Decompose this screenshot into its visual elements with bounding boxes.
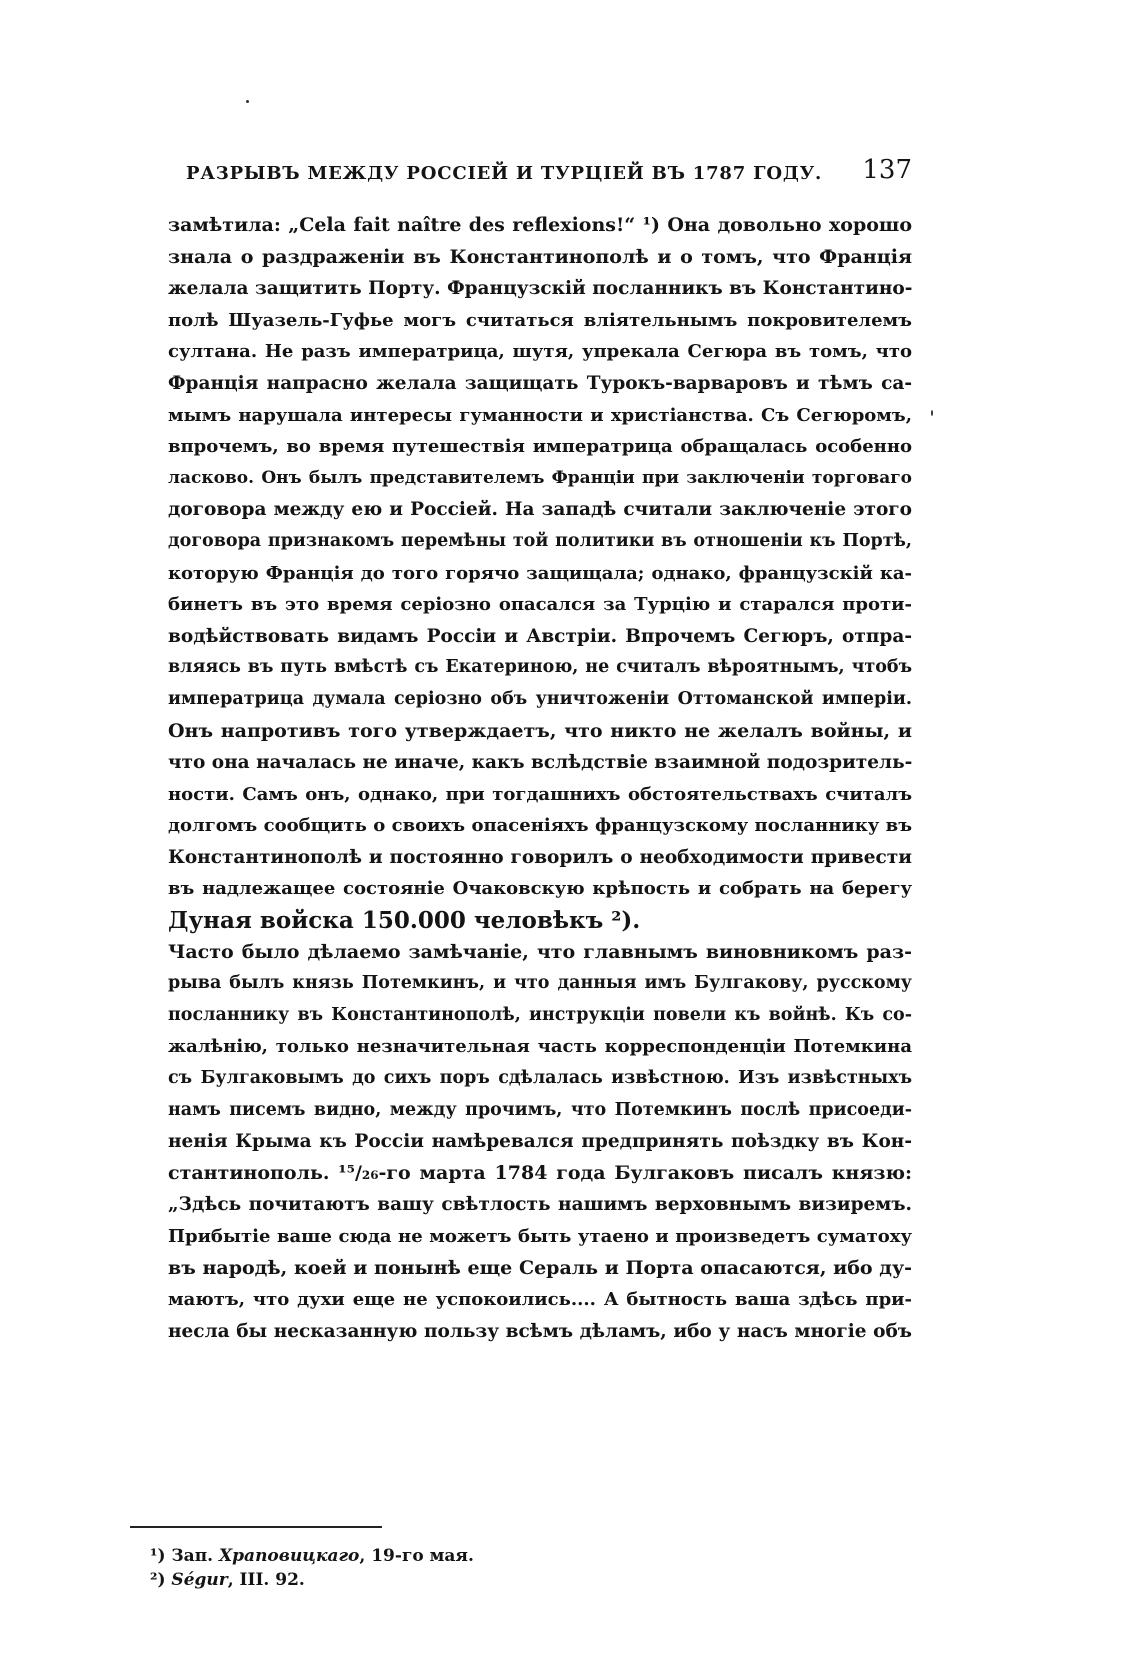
text-line: Прибытіе ваше сюда не можетъ быть утаено и произведетъ суматоху: [168, 1226, 912, 1247]
text-line: жалѣнію, только незначительная часть корреспонденціи Потемкина: [168, 1036, 912, 1058]
text-line: полѣ Шуазель-Гуфье могъ считаться вліятельнымъ покровителемъ: [168, 309, 912, 331]
text-line: императрица думала серіозно объ уничтоженіи Оттоманской имперіи.: [168, 688, 912, 709]
footnote-text: , III. 92.: [227, 1570, 305, 1590]
print-speck: [246, 100, 249, 103]
footnote-marker: ¹): [150, 1546, 166, 1566]
text-line: ности. Самъ онъ, однако, при тогдашнихъ обстоятельствахъ считалъ: [168, 783, 912, 805]
text-line: „Здѣсь почитаютъ вашу свѣтлость нашимъ верховнымъ визиремъ.: [168, 1194, 912, 1216]
text-line: маютъ, что духи еще не успокоились.... А бытность ваша здѣсь при-: [168, 1289, 912, 1311]
text-line: бинетъ въ это время серіозно опасался за Турцію и старался проти-: [168, 594, 912, 616]
text-line: султана. Не разъ императрица, шутя, упрекала Сегюра въ томъ, что: [168, 341, 912, 363]
text-line: Франція напрасно желала защищать Турокъ-варваровъ и тѣмъ са-: [168, 372, 912, 394]
footnote-source: Храповицкаго: [218, 1546, 360, 1566]
text-line: желала защитить Порту. Французскій посланникъ въ Константино-: [168, 278, 913, 300]
text-line: намъ писемъ видно, между прочимъ, что Потемкинъ послѣ присоеди-: [168, 1099, 912, 1120]
footnote: [150, 1568, 474, 1592]
text-line: ненія Крыма къ Россіи намѣревался предпринять поѣздку въ Кон-: [168, 1131, 912, 1153]
footnote: [150, 1544, 474, 1568]
page-number: 137: [862, 155, 912, 185]
text-line: вляясь въ путь вмѣстѣ съ Екатериною, не считалъ вѣроятнымъ, чтобъ: [168, 657, 912, 678]
text-line: Дуная войска 150.000 человѣкъ ²).: [168, 907, 641, 935]
text-line: стантинополь. ¹⁵/₂₆-го марта 1784 года Булгаковъ писалъ князю:: [168, 1161, 912, 1184]
body-text: [168, 210, 912, 1347]
text-line: долгомъ сообщить о своихъ опасеніяхъ французскому посланнику въ: [168, 815, 912, 837]
footnote-text: Зап.: [171, 1546, 219, 1566]
text-line: договора между ею и Россіей. На западѣ считали заключеніе этого: [168, 499, 912, 521]
text-line: въ надлежащее состояніе Очаковскую крѣпость и собрать на берегу: [168, 878, 912, 900]
text-line: что она началась не иначе, какъ вслѣдствіе взаимной подозритель-: [168, 752, 913, 774]
text-line: ласково. Онъ былъ представителемъ Франціи при заключеніи торговаго: [168, 467, 912, 488]
footnote-separator: [130, 1526, 382, 1528]
text-line: съ Булгаковымъ до сихъ поръ сдѣлалась извѣстною. Изъ извѣстныхъ: [168, 1068, 912, 1089]
text-line: водѣйствовать видамъ Россіи и Австріи. Впрочемъ Сегюръ, отпра-: [168, 625, 912, 647]
running-title: РАЗРЫВЪ МЕЖДУ РОССІЕЙ И ТУРЦІЕЙ ВЪ 1787 ГОДУ.: [186, 163, 823, 184]
text-line: договора признакомъ перемѣны той политики въ отношеніи къ Портѣ,: [168, 530, 912, 551]
text-line: замѣтила: „Cela fait naître des reflexions!“ ¹) Она довольно хорошо: [168, 214, 912, 236]
text-line: посланнику въ Константинополѣ, инструкціи повели къ войнѣ. Къ со-: [168, 1004, 912, 1025]
text-line: Онъ напротивъ того утверждаетъ, что никто не желалъ войны, и: [168, 719, 912, 742]
text-line: рыва былъ князь Потемкинъ, и что данныя имъ Булгакову, русскому: [168, 973, 912, 994]
text-line: впрочемъ, во время путешествія императрица обращалась особенно: [168, 436, 912, 458]
text-line-paragraph-start: Часто было дѣлаемо замѣчаніе, что главнымъ виновникомъ раз-: [168, 940, 912, 963]
footnote-text: , 19-го мая.: [359, 1546, 474, 1566]
text-line: несла бы несказанную пользу всѣмъ дѣламъ, ибо у насъ многіе объ: [168, 1320, 912, 1342]
print-speck: [931, 410, 933, 416]
footnote-source: Ségur: [171, 1570, 228, 1590]
running-header: [186, 153, 912, 193]
text-line: мымъ нарушала интересы гуманности и христіанства. Съ Сегюромъ,: [168, 404, 912, 426]
text-line: знала о раздраженіи въ Константинополѣ и о томъ, что Франція: [168, 245, 912, 268]
footnote-marker: ²): [150, 1570, 166, 1590]
text-line: Константинополѣ и постоянно говорилъ о необходимости привести: [168, 846, 912, 868]
text-line: въ народѣ, коей и понынѣ еще Сераль и Порта опасаются, ибо ду-: [168, 1256, 912, 1279]
text-line: которую Франція до того горячо защищала; однако, французскій ка-: [168, 562, 912, 584]
footnotes: [150, 1544, 474, 1592]
